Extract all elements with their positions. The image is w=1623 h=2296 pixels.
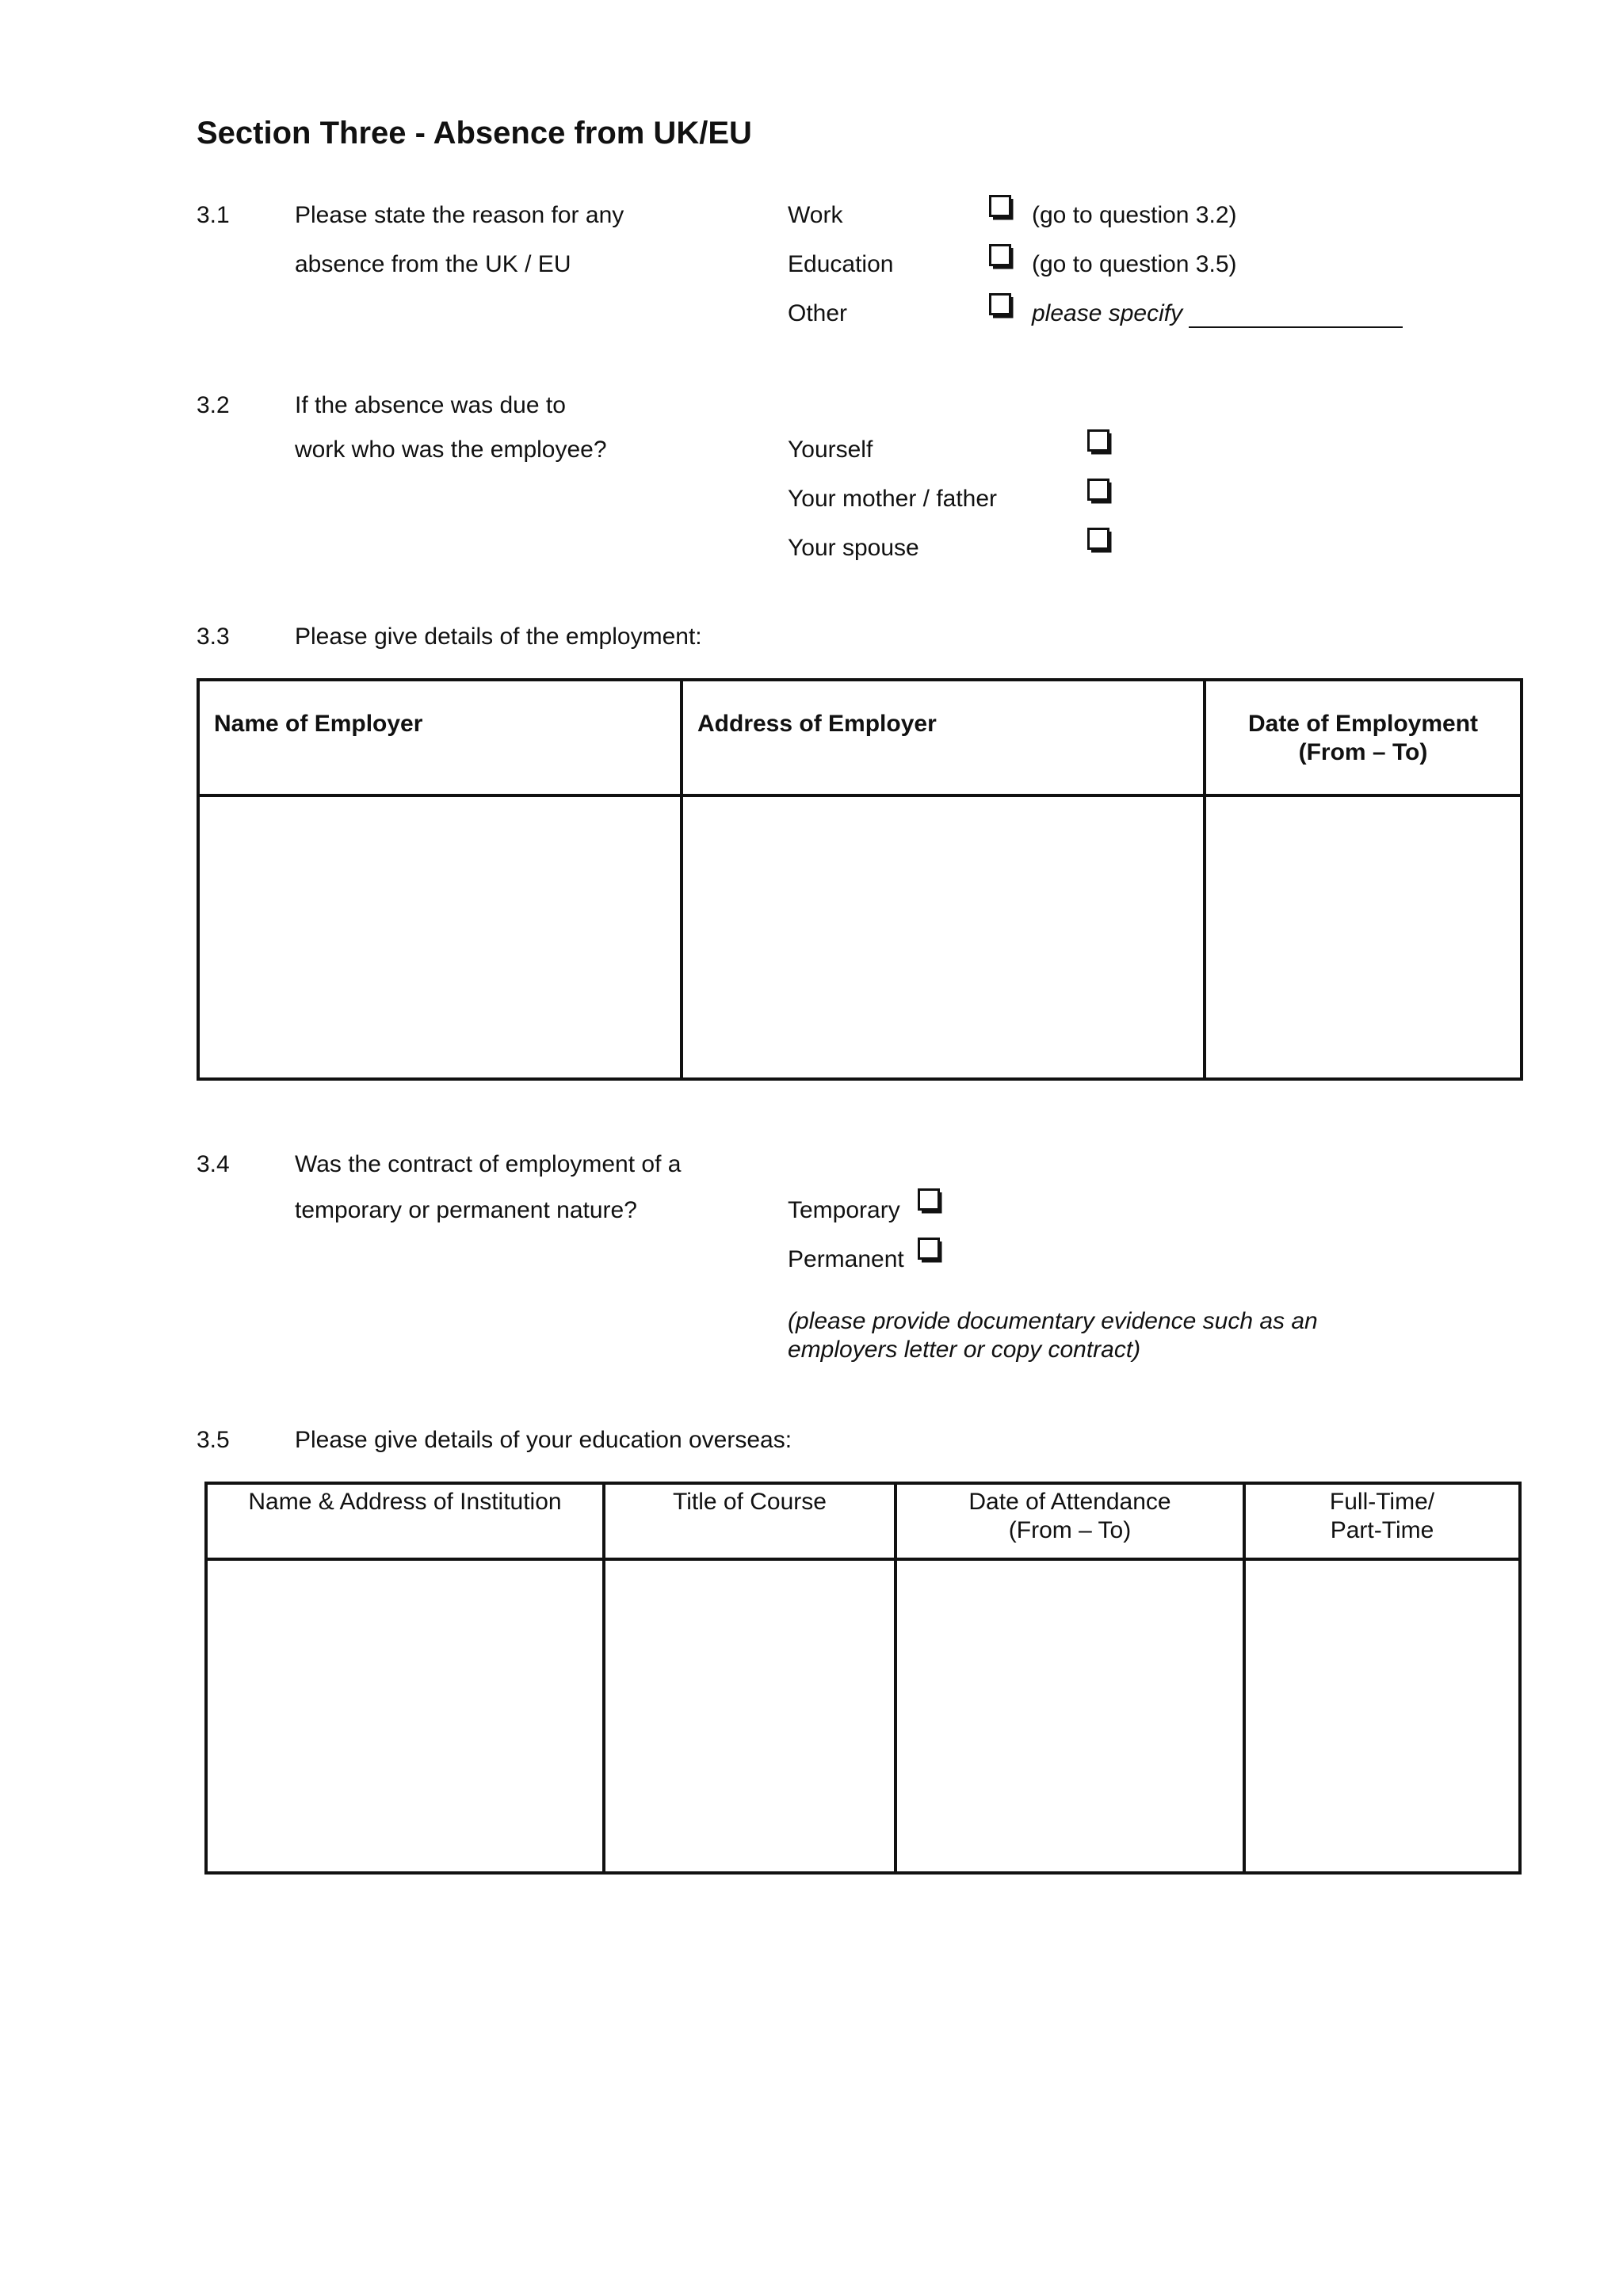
question-3-1-text-line2: absence from the UK / EU	[295, 251, 571, 277]
employment-name-field[interactable]	[198, 795, 682, 1079]
education-header-date-range: (From – To)	[1008, 1517, 1132, 1543]
checkbox-permanent[interactable]	[918, 1238, 943, 1263]
question-3-3-number: 3.3	[197, 624, 230, 650]
question-3-2-number: 3.2	[197, 392, 230, 418]
option-work-label: Work	[788, 202, 843, 228]
option-parent-label: Your mother / father	[788, 486, 998, 512]
checkbox-other[interactable]	[989, 293, 1014, 318]
question-3-5-text: Please give details of your education overseas:	[295, 1427, 792, 1453]
employment-table-header-row	[198, 680, 1522, 795]
education-header-cell-course	[604, 1483, 896, 1559]
question-3-1-number: 3.1	[197, 202, 230, 228]
option-spouse-label: Your spouse	[788, 535, 919, 561]
evidence-note-line1: (please provide documentary evidence such as an	[788, 1308, 1318, 1334]
question-3-2-text-line1: If the absence was due to	[295, 392, 566, 418]
option-yourself-label: Yourself	[788, 437, 873, 463]
question-3-4-text-line2: temporary or permanent nature?	[295, 1197, 637, 1223]
option-education-label: Education	[788, 251, 894, 277]
section-title: Section Three - Absence from UK/EU	[197, 116, 752, 151]
question-3-1-text-line1: Please state the reason for any	[295, 202, 624, 228]
checkbox-temporary[interactable]	[918, 1188, 943, 1214]
option-work-note: (go to question 3.2)	[1032, 202, 1237, 228]
education-header-cell-mode	[1244, 1483, 1520, 1559]
education-table-header-row	[206, 1483, 1520, 1559]
option-other-note: please specify	[1032, 300, 1183, 326]
employment-address-field[interactable]	[682, 795, 1205, 1079]
education-header-course: Title of Course	[673, 1489, 827, 1515]
checkbox-work[interactable]	[989, 195, 1014, 220]
evidence-note-line2: employers letter or copy contract)	[788, 1337, 1141, 1363]
employment-header-cell-address	[682, 680, 1205, 795]
employment-header-name: Name of Employer	[214, 711, 423, 737]
employment-table	[197, 678, 1523, 1081]
employment-header-cell-name	[198, 680, 682, 795]
option-other-label: Other	[788, 300, 848, 326]
other-specify-field[interactable]	[1189, 303, 1403, 328]
education-header-cell-date	[896, 1483, 1244, 1559]
question-3-4-text-line1: Was the contract of employment of a	[295, 1151, 682, 1177]
employment-header-cell-date	[1205, 680, 1522, 795]
question-3-2-text-line2: work who was the employee?	[295, 437, 607, 463]
education-header-institution: Name & Address of Institution	[248, 1489, 562, 1515]
education-institution-field[interactable]	[206, 1559, 604, 1873]
education-course-field[interactable]	[604, 1559, 896, 1873]
checkbox-yourself[interactable]	[1087, 429, 1113, 455]
question-3-5-number: 3.5	[197, 1427, 230, 1453]
option-permanent-label: Permanent	[788, 1246, 904, 1272]
education-header-cell-institution	[206, 1483, 604, 1559]
option-other-specify	[1032, 299, 1403, 328]
education-header-fulltime: Full-Time/	[1329, 1489, 1435, 1515]
option-education-note: (go to question 3.5)	[1032, 251, 1237, 277]
education-table	[204, 1482, 1522, 1875]
checkbox-parent[interactable]	[1087, 479, 1113, 504]
education-header-date: Date of Attendance	[968, 1489, 1171, 1515]
option-temporary-label: Temporary	[788, 1197, 900, 1223]
employment-date-field[interactable]	[1205, 795, 1522, 1079]
checkbox-spouse[interactable]	[1087, 528, 1113, 553]
question-3-3-text: Please give details of the employment:	[295, 624, 702, 650]
employment-header-date: Date of Employment	[1247, 711, 1479, 737]
education-mode-field[interactable]	[1244, 1559, 1520, 1873]
education-table-row	[206, 1559, 1520, 1873]
employment-table-row	[198, 795, 1522, 1079]
education-date-field[interactable]	[896, 1559, 1244, 1873]
checkbox-education[interactable]	[989, 244, 1014, 269]
employment-header-date-range: (From – To)	[1298, 739, 1428, 765]
education-header-parttime: Part-Time	[1330, 1517, 1434, 1543]
question-3-4-number: 3.4	[197, 1151, 230, 1177]
employment-header-address: Address of Employer	[697, 711, 937, 737]
